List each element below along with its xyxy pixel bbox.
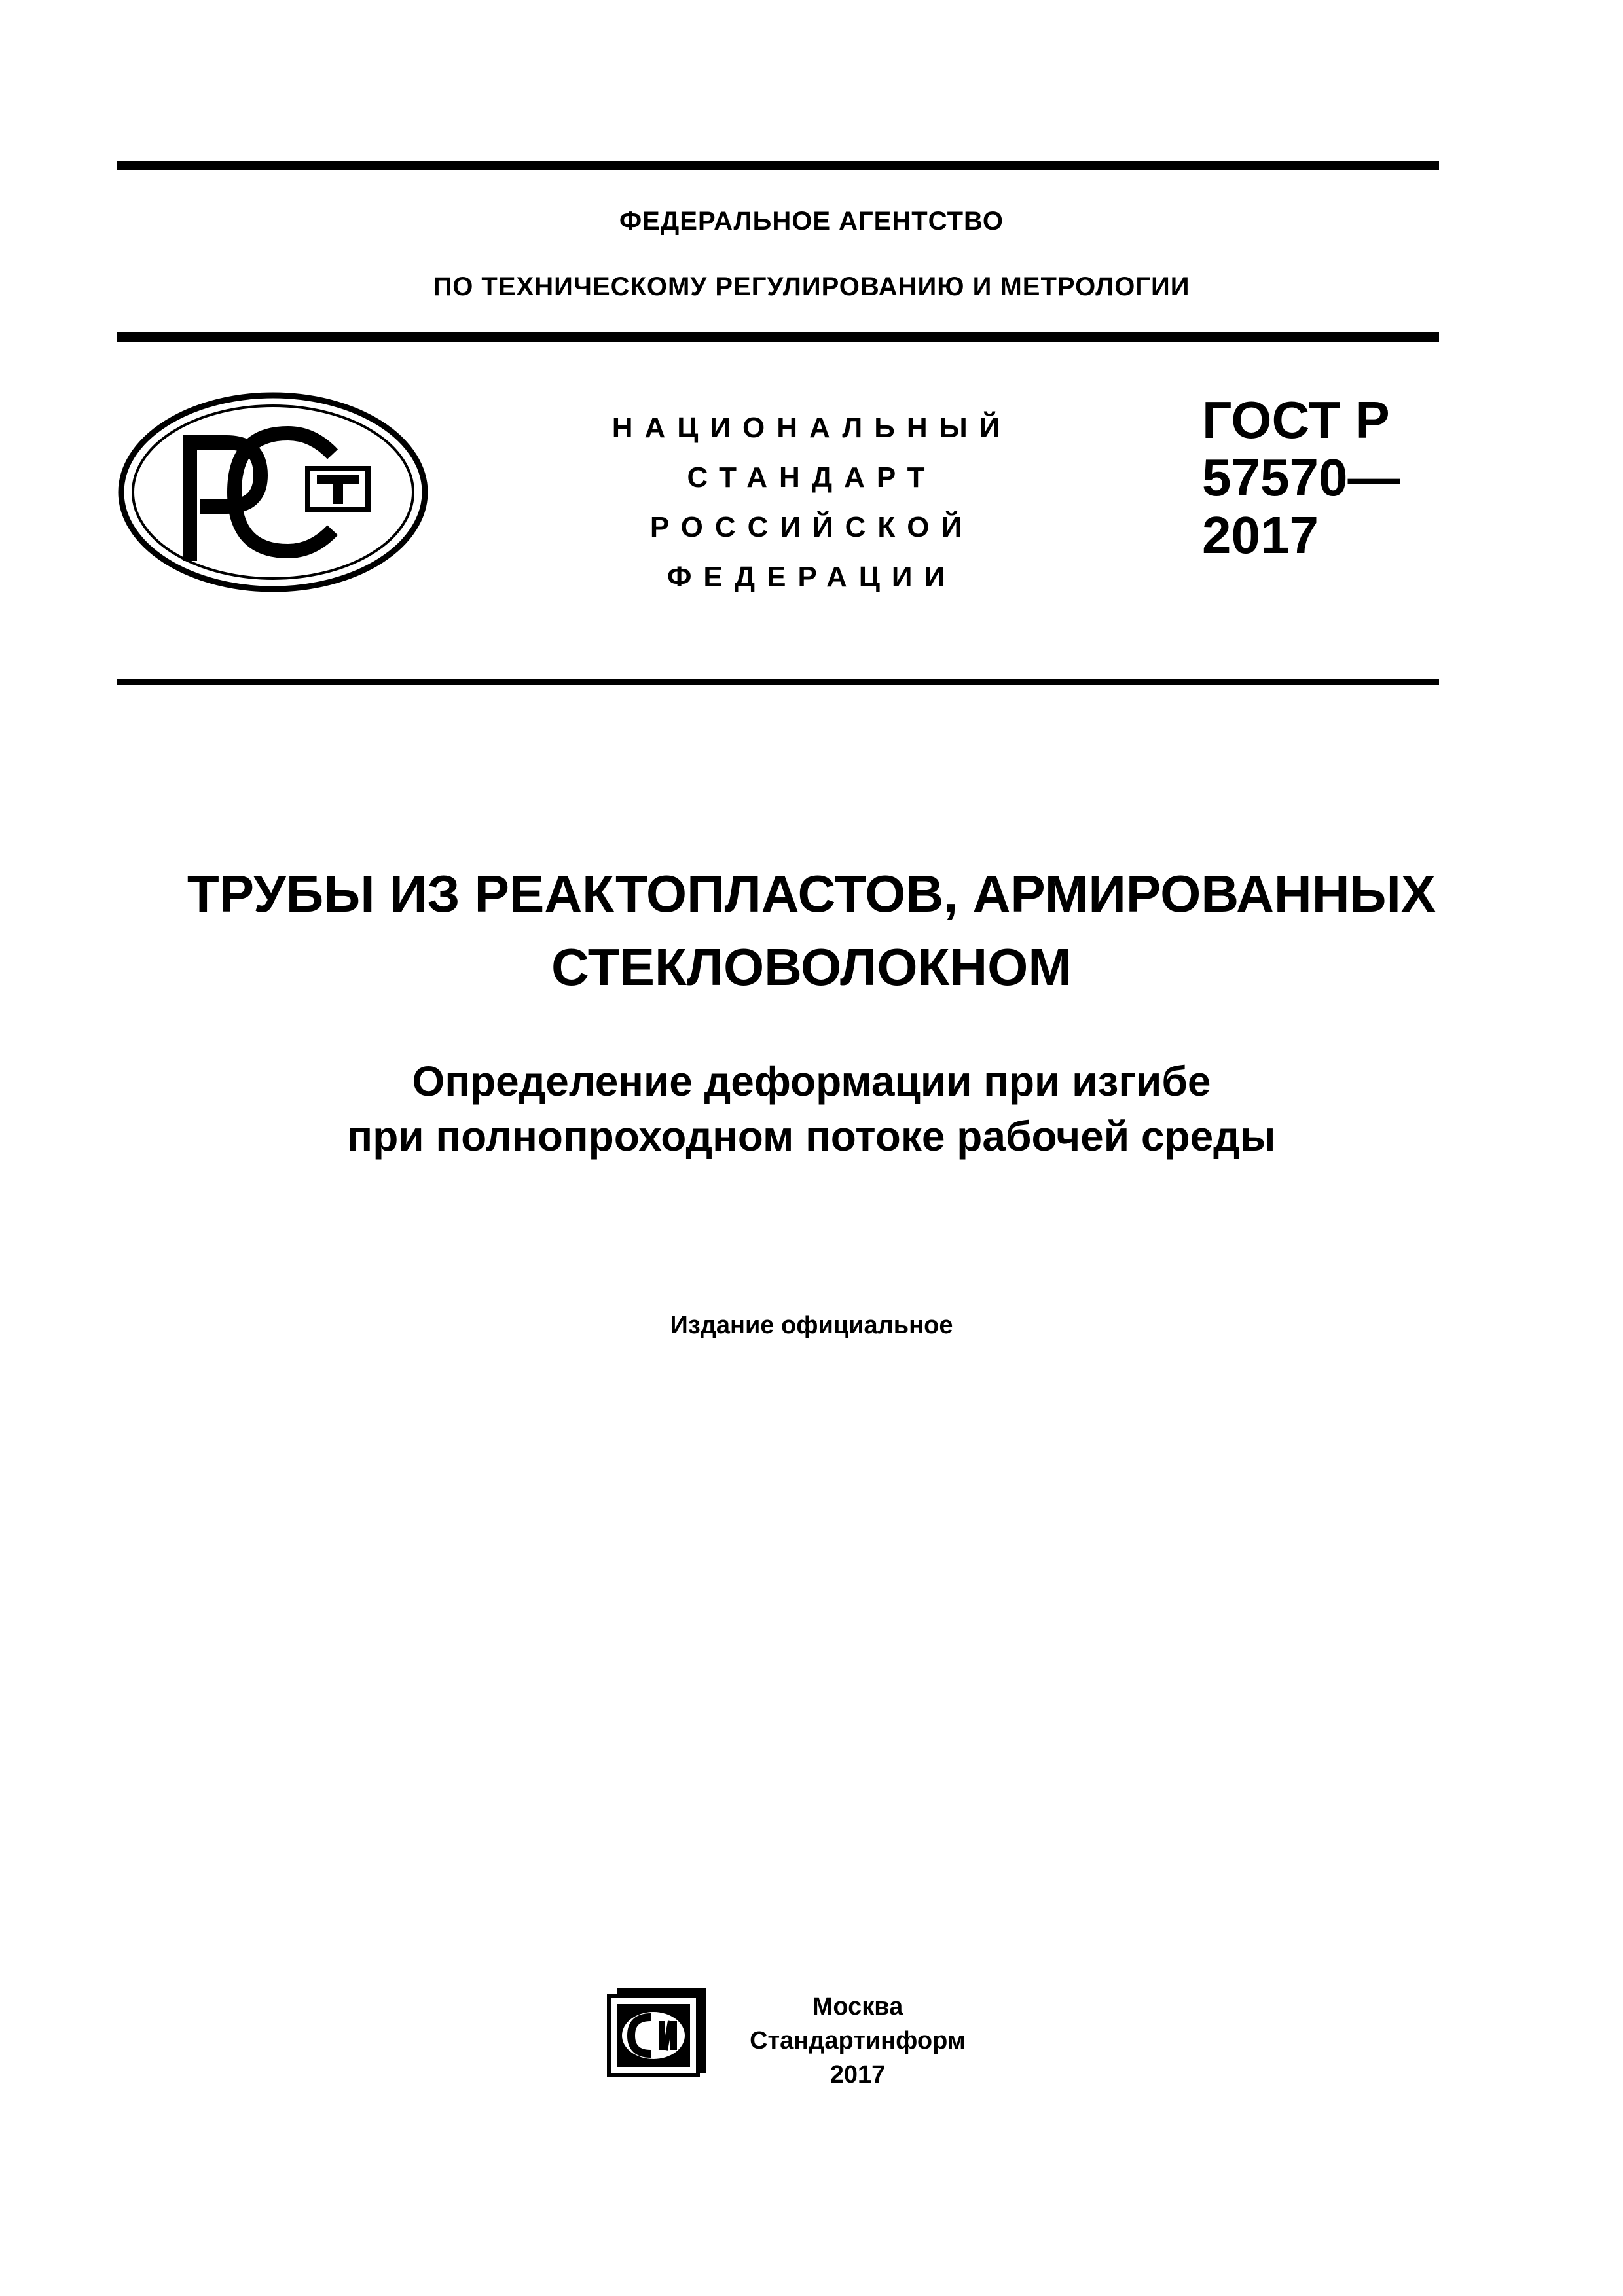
subtitle-line-1: Определение деформации при изгибе (412, 1058, 1211, 1105)
document-title (0, 857, 1623, 1004)
top-rule (117, 161, 1439, 170)
publisher-city: Москва (812, 1993, 903, 2020)
publisher-year: 2017 (830, 2061, 886, 2089)
national-standard-line-1: НАЦИОНАЛЬНЫЙ (611, 412, 1012, 444)
header-rule (117, 332, 1439, 342)
national-standard-line-4: ФЕДЕРАЦИИ (666, 561, 957, 593)
agency-line-2: ПО ТЕХНИЧЕСКОМУ РЕГУЛИРОВАНИЮ И МЕТРОЛОГИИ (433, 272, 1190, 301)
title-line-2: СТЕКЛОВОЛОКНОМ (551, 938, 1072, 996)
title-line-1: ТРУБЫ ИЗ РЕАКТОПЛАСТОВ, АРМИРОВАННЫХ (187, 865, 1436, 923)
designation-line-2: 57570— (1202, 448, 1400, 507)
subtitle-line-2: при полнопроходном потоке рабочей среды (347, 1113, 1276, 1160)
designation-line-3: 2017 (1202, 506, 1319, 564)
standartinform-logo-icon (605, 1983, 710, 2079)
rst-logo-icon (117, 391, 429, 593)
national-standard-block (556, 403, 1067, 602)
document-subtitle (0, 1054, 1623, 1164)
agency-line-1: ФЕДЕРАЛЬНОЕ АГЕНТСТВО (619, 207, 1004, 236)
designation-line-1: ГОСТ Р (1202, 391, 1390, 449)
national-standard-line-3: РОССИЙСКОЙ (649, 511, 974, 543)
standard-designation (1202, 391, 1400, 564)
lower-rule (117, 679, 1439, 685)
publisher-block (727, 1990, 989, 2092)
edition-label: Издание официальное (670, 1312, 953, 1339)
publisher-name: Стандартинформ (750, 2027, 966, 2054)
national-standard-line-2: СТАНДАРТ (687, 461, 937, 493)
